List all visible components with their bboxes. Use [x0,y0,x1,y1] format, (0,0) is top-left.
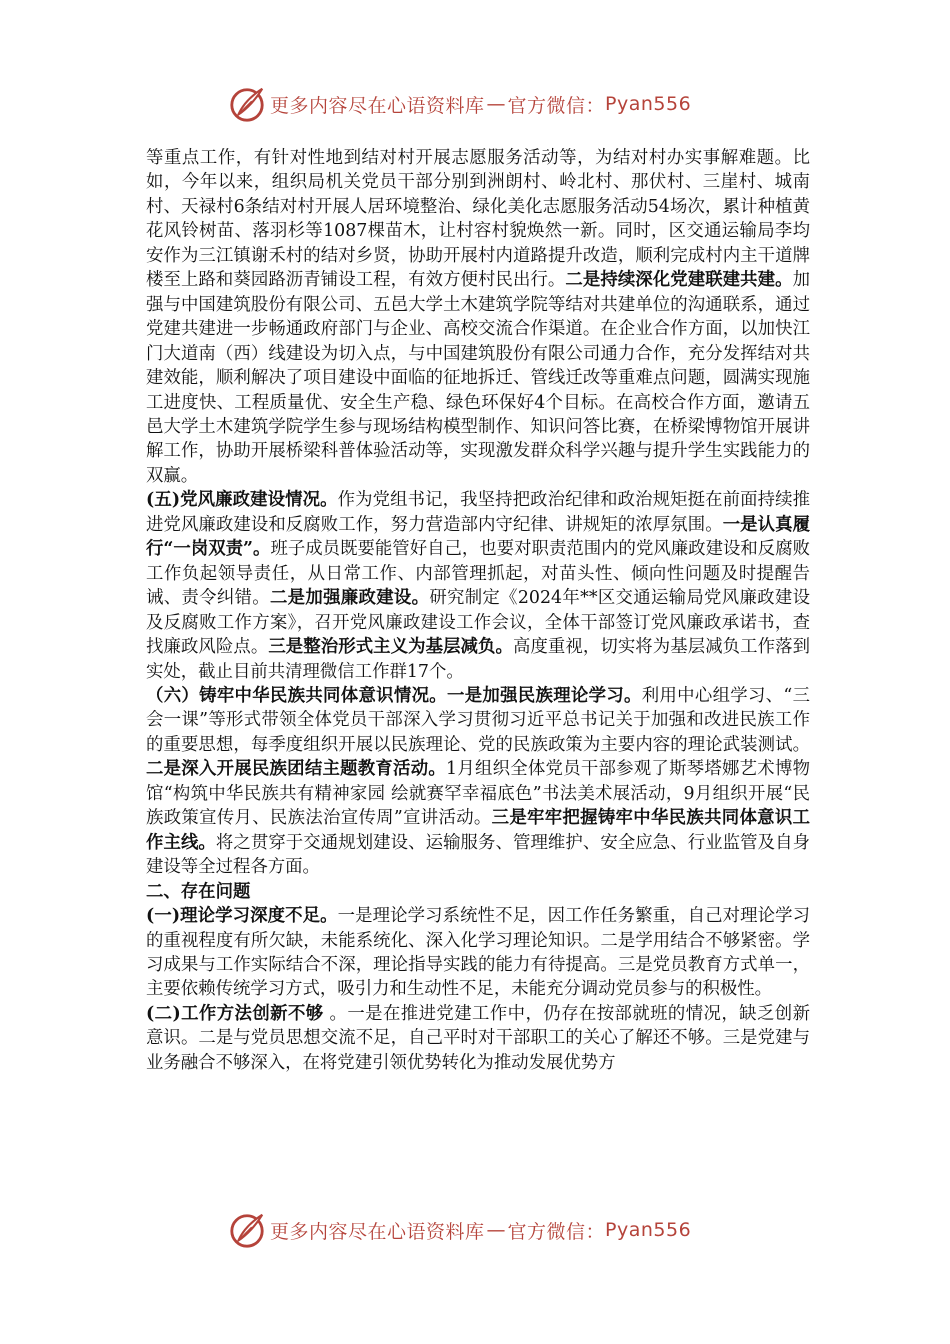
paragraph [146,1002,810,1075]
watermark-wechat-id: Pyan556 [605,93,692,115]
paragraph-text: 一是理论学习系统性不足，因工作任务繁重，自己对理论学习的重视程度有所欠缺，未能系统化、深入化学习理论知识。二是学用结合不够紧密。学习成果与工作实际结合不深，理论指导实践的能力有待提高。三是党员教育方式单一，主要依赖传统学习方式，吸引力和生动性不足，未能充分调动党员参与的积极性。 [146,906,810,1000]
paragraph-heading-text: （六）铸牢中华民族共同体意识情况。一是加强民族理论学习。 [146,685,642,706]
paragraph-text: 利用中心组学习、“三会一课”等形式带领全体党员干部深入学习贯彻习近平总书记关于加强和改进民族工作的重要思想，每季度组织开展以民族理论、党的民族政策为主要内容的理论武装测试。 [146,685,810,755]
paragraph-heading-text: 二是持续深化党建联建共建。 [565,270,793,291]
paragraph-heading-text: (一)理论学习深度不足。 [146,906,338,927]
watermark-header [228,82,728,126]
watermark-wechat-id: Pyan556 [605,1219,692,1241]
watermark-dash: — [486,1219,506,1241]
watermark-official-label: 官方微信： [507,1220,606,1243]
watermark-official-label: 官方微信： [507,94,606,117]
paragraph-heading-text: 二是加强廉政建设。 [269,588,430,609]
watermark-main-text: 更多内容尽在心语资料库 [270,1220,485,1243]
paragraph-text: 高度重视，切实将为基层减负工作落到实处，截止目前共清理微信工作群17个。 [146,637,810,682]
paragraph [146,488,810,684]
paragraph-text: 加强与中国建筑股份有限公司、五邑大学土木建筑学院等结对共建单位的沟通联系，通过党建共建进一步畅通政府部门与企业、高校交流合作渠道。在企业合作方面，以加快江门大道南（西）线建设为切入点，与中国建筑股份有限公司通力合作，充分发挥结对共建效能，顺利解决了项目建设中面临的征地拆迁、管线迁改等重难点问题，圆满实现施工进度快、工程质量优、安全生产稳、绿色环保好4个目标。在高校合作方面，邀请五邑大学土木建筑学院学生参与现场结构模型制作、知识问答比赛，在桥梁博物馆开展讲解工作，协助开展桥梁科普体验活动等，实现激发群众科学兴趣与提升学生实践能力的双赢。 [146,270,810,486]
document-body [146,146,810,1075]
paragraph-text: 研究制定《2024年**区交通运输局党风廉政建设及反腐败工作方案》，召开党风廉政建设工作会议，全体干部签订党风廉政承诺书，查找廉政风险点。 [146,588,810,658]
paragraph-text: 班子成员既要能管好自己，也要对职责范围内的党风廉政建设和反腐败工作负起领导责任，从日常工作、内部管理抓起，对苗头性、倾向性问题及时提醒告诫、责令纠错。 [146,539,810,609]
quill-pen-icon [228,1211,266,1249]
paragraph-text: 作为党组书记，我坚持把政治纪律和政治规矩挺在前面持续推进党风廉政建设和反腐败工作，努力营造部内守纪律、讲规矩的浓厚氛围。 [146,490,810,535]
paragraph [146,146,810,488]
paragraph-text: 。一是在推进党建工作中，仍存在按部就班的情况，缺乏创新意识。二是与党员思想交流不足，自己平时对干部职工的关心了解还不够。三是党建与业务融合不够深入，在将党建引领优势转化为推动发展优势方 [146,1003,810,1073]
paragraph-text: 1月组织全体党员干部参观了斯琴塔娜艺术博物馆“构筑中华民族共有精神家园 绘就赛罕幸福底色”书法美术展活动，9月组织开展“民族政策宣传月、民族法治宣传周”宣讲活动。 [146,759,810,829]
watermark-dash: — [486,93,506,115]
paragraph-heading-text: 三是整治形式主义为基层减负。 [268,637,513,658]
paragraph-heading-text: 二是深入开展民族团结主题教育活动。 [146,759,446,780]
paragraph-heading-text: 三是牢牢把握铸牢中华民族共同体意识工作主线。 [146,808,810,853]
paragraph-heading-text: (二)工作方法创新不够 [146,1003,324,1024]
paragraph-heading-text: 一是认真履行“一岗双责”。 [146,514,810,560]
paragraph-text: 等重点工作，有针对性地到结对村开展志愿服务活动等，为结对村办实事解难题。比如，今年以来，组织局机关党员干部分别到洲朗村、岭北村、那伏村、三崖村、城南村、天禄村6条结对村开展人居环境整治、绿化美化志愿服务活动54场次，累计种植黄花风铃树苗、落羽杉等1087棵苗木，让村容村貌焕然一新。同时，区交通运输局李均安作为三江镇谢禾村的结对乡贤，协助开展村内道路提升改造，顺利完成村内主干道牌楼至上路和葵园路沥青铺设工程，有效方便村民出行。 [146,148,810,291]
watermark-footer [228,1208,728,1252]
paragraph [146,904,810,1002]
watermark-main-text: 更多内容尽在心语资料库 [270,94,485,117]
quill-pen-icon [228,85,266,123]
paragraph-heading-text: 二、存在问题 [146,881,251,902]
paragraph [146,684,810,880]
paragraph-text: 将之贯穿于交通规划建设、运输服务、管理维护、安全应急、行业监管及自身建设等全过程各方面。 [146,832,810,878]
paragraph-heading-text: (五)党风廉政建设情况。 [146,490,338,511]
paragraph [146,880,810,904]
